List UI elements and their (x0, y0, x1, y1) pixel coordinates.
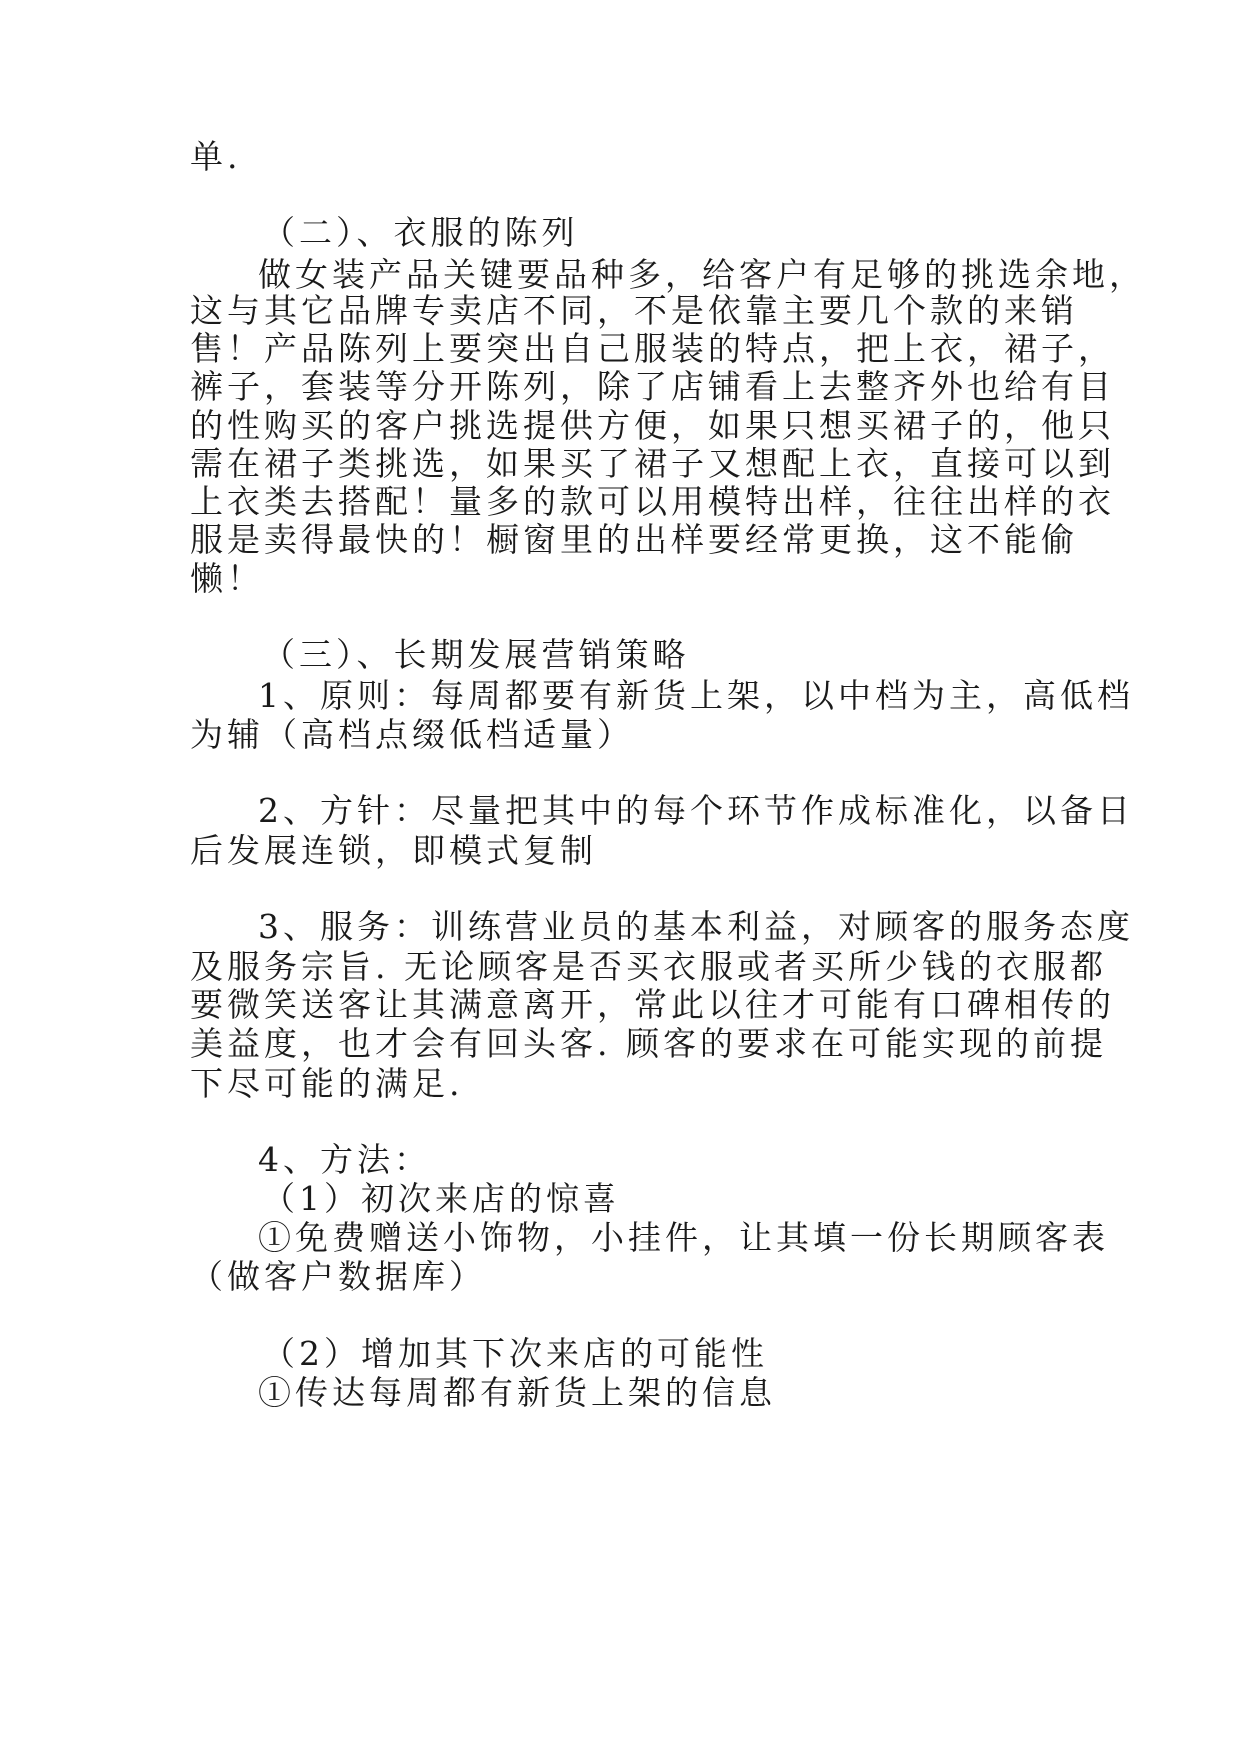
paragraph-line: 服是卖得最快的！橱窗里的出样要经常更换，这不能偷 (190, 520, 1078, 559)
paragraph-line: 的性购买的客户挑选提供方便，如果只想买裙子的，他只 (190, 406, 1115, 445)
service-line: 要微笑送客让其满意离开，常此以往才可能有口碑相传的 (190, 985, 1115, 1024)
paragraph-line: 上衣类去搭配！量多的款可以用模特出样，往往出样的衣 (190, 482, 1115, 521)
method-item-heading: （1）初次来店的惊喜 (262, 1179, 620, 1218)
service-line: 美益度，也才会有回头客. 顾客的要求在可能实现的前提 (190, 1024, 1107, 1063)
paragraph-line: 裤子，套装等分开陈列，除了店铺看上去整齐外也给有目 (190, 367, 1115, 406)
section-heading-display: （二）、衣服的陈列 (262, 213, 579, 252)
principle-line: 1、原则：每周都要有新货上架，以中档为主，高低档 (258, 676, 1134, 715)
method-item-heading: （2）增加其下次来店的可能性 (262, 1334, 768, 1373)
service-line: 及服务宗旨. 无论顾客是否买衣服或者买所少钱的衣服都 (190, 947, 1107, 986)
service-line: 3、服务：训练营业员的基本利益，对顾客的服务态度 (258, 907, 1134, 946)
paragraph-line: 需在裙子类挑选，如果买了裙子又想配上衣，直接可以到 (190, 444, 1115, 483)
method-item-line: ①传达每周都有新货上架的信息 (258, 1373, 776, 1412)
section-heading-strategy: （三）、长期发展营销策略 (262, 635, 690, 674)
method-item-line: ①免费赠送小饰物，小挂件，让其填一份长期顾客表 (258, 1218, 1109, 1257)
paragraph-line: 做女装产品关键要品种多，给客户有足够的挑选余地， (258, 255, 1146, 294)
paragraph-line: 售！产品陈列上要突出自己服装的特点，把上衣，裙子， (190, 329, 1115, 368)
paragraph-line: 懒！ (190, 559, 264, 598)
paragraph-line: 这与其它品牌专卖店不同，不是依靠主要几个款的来销 (190, 291, 1078, 330)
method-item-line: （做客户数据库） (190, 1257, 486, 1296)
service-line: 下尽可能的满足. (190, 1064, 464, 1103)
policy-line: 后发展连锁，即模式复制 (190, 831, 597, 870)
principle-line: 为辅（高档点缀低档适量） (190, 715, 634, 754)
policy-line: 2、方针：尽量把其中的每个环节作成标准化，以备日 (258, 791, 1134, 830)
method-heading: 4、方法： (258, 1140, 431, 1179)
text-line-continuation: 单. (190, 137, 242, 176)
